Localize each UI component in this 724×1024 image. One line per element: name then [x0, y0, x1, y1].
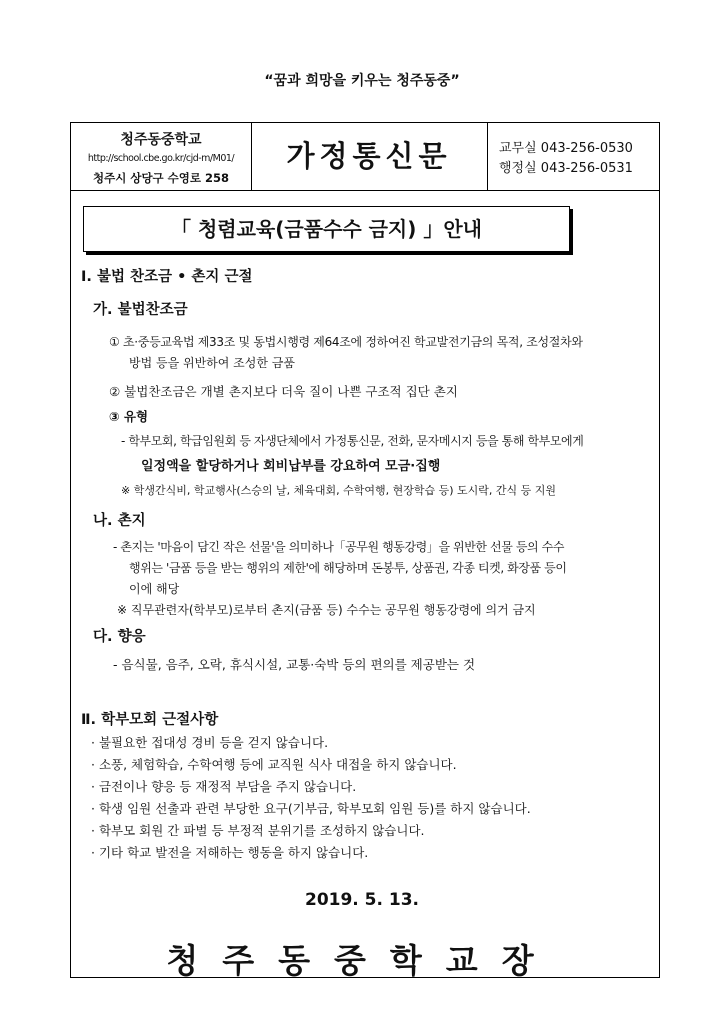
rule-item: · 기타 학교 발전을 저해하는 행동을 하지 않습니다. [91, 845, 369, 860]
letterhead [71, 123, 659, 191]
subsection-na-heading: 나. 촌지 [93, 513, 146, 529]
ga-item-1-line-1: ① 초·중등교육법 제33조 및 동법시행령 제64조에 정하여진 학교발전기금의 목적, 조성절차와 [109, 335, 583, 349]
da-line-1: - 음식물, 음주, 오락, 휴식시설, 교통·숙박 등의 편의를 제공받는 것 [113, 657, 476, 672]
subsection-ga-heading: 가. 불법찬조금 [93, 302, 188, 318]
subsection-da-heading: 다. 향응 [93, 629, 146, 645]
ga-type-line-2: 일정액을 할당하거나 회비납부를 강요하여 모금·집행 [141, 459, 441, 474]
section-2-heading: Ⅱ. 학부모회 근절사항 [81, 712, 219, 728]
contact-admin: 행정실 043-256-0531 [499, 161, 633, 176]
rule-item: · 금전이나 향응 등 재정적 부담을 주지 않습니다. [91, 779, 357, 794]
issue-date: 2019. 5. 13. [304, 890, 419, 910]
na-note: ※ 직무관련자(학부모)로부터 촌지(금품 등) 수수는 공무원 행동강령에 의거 금지 [117, 603, 536, 617]
doc-title: 가정통신문 [251, 123, 488, 190]
ga-item-2: ② 불법찬조금은 개별 촌지보다 더욱 질이 나쁜 구조적 집단 촌지 [109, 384, 458, 399]
na-line-1: - 촌지는 '마음이 담긴 작은 선물'을 의미하나「공무원 행동강령」을 위반한 선물 등의 수수 [113, 540, 565, 554]
contact-academic: 교무실 043-256-0530 [499, 141, 633, 156]
section-1-heading: Ⅰ. 불법 찬조금 • 촌지 근절 [81, 269, 253, 285]
ga-item-1-line-2: 방법 등을 위반하여 조성한 금품 [129, 356, 295, 370]
school-url: http://school.cbe.go.kr/cjd-m/M01/ [87, 153, 235, 164]
ga-note: ※ 학생간식비, 학교행사(스승의 날, 체육대회, 수학여행, 현장학습 등) 도시락, 간식 등 지원 [121, 484, 557, 497]
school-name: 청주동중학교 [120, 132, 202, 148]
ga-item-3: ③ 유형 [109, 409, 149, 424]
principal-signature: 청주동중학교장 [166, 941, 558, 980]
rule-item: · 불필요한 접대성 경비 등을 걷지 않습니다. [91, 735, 329, 750]
newsletter-frame [70, 122, 660, 978]
na-line-2: 행위는 '금품 등을 받는 행위의 제한'에 해당하며 돈봉투, 상품권, 각종 티켓, 화장품 등이 [129, 561, 567, 575]
na-line-3: 이에 해당 [129, 582, 180, 596]
ga-type-line-1: - 학부모회, 학급임원회 등 자생단체에서 가정통신문, 전화, 문자메시지 등을 통해 학부모에게 [121, 434, 584, 448]
topic-title: 「 청렴교육(금품수수 금지) 」안내 [83, 206, 570, 252]
rule-item: · 학생 임원 선출과 관련 부당한 요구(기부금, 학부모회 임원 등)를 하지 않습니다. [91, 801, 531, 816]
rule-item: · 학부모 회원 간 파벌 등 부정적 분위기를 조성하지 않습니다. [91, 823, 425, 838]
school-info [71, 123, 252, 190]
motto: “꿈과 희망을 키우는 청주동중” [264, 73, 460, 89]
school-address: 청주시 상당구 수영로 258 [93, 171, 229, 185]
rule-item: · 소풍, 체험학습, 수학여행 등에 교직원 식사 대접을 하지 않습니다. [91, 757, 457, 772]
